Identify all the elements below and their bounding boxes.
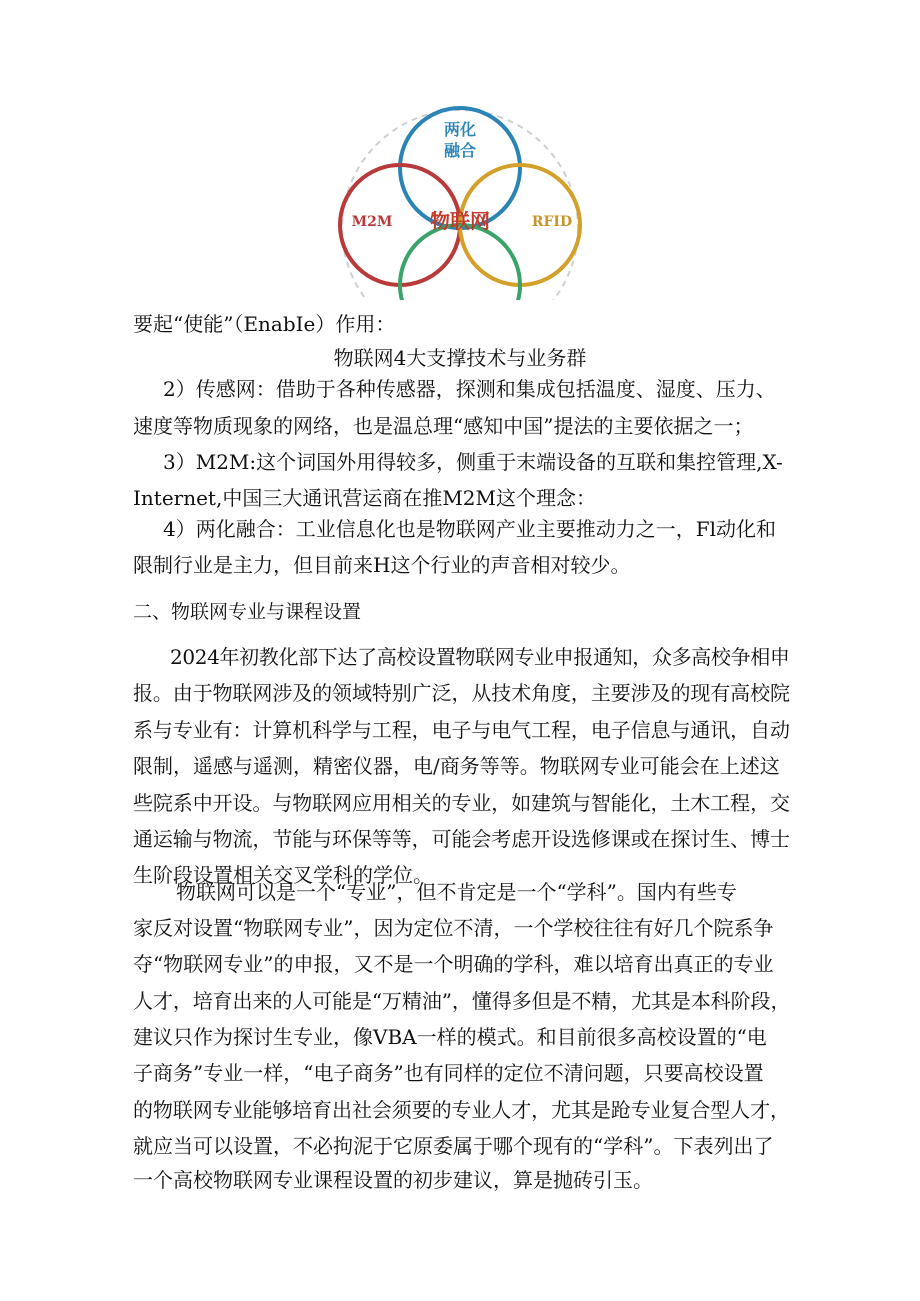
paragraph-line: 些院系中开设。与物联网应用相关的专业，如建筑与智能化，土木工程，交 <box>133 791 790 815</box>
item-line: 速度等物质现象的网络，也是温总理“感知中国”提法的主要依据之一； <box>133 414 754 438</box>
intro-line: 要起“使能”（EnabIe）作用： <box>133 312 396 336</box>
paragraph-line: 生阶段设置相关交叉学科的学位。 <box>133 863 433 887</box>
section-heading: 二、物联网专业与课程设置 <box>133 601 362 623</box>
paragraph-line: 建议只作为探讨生专业，像VBA一样的模式。和目前很多高校设置的“电 <box>133 1025 767 1049</box>
label-top-line1: 两化 <box>443 120 477 139</box>
label-right: RFID <box>531 214 573 230</box>
item-line: Internet,中国三大通讯营运商在推M2M这个理念： <box>133 486 597 510</box>
paragraph-line: 就应当可以设置，不必拘泥于它原委属于哪个现有的“学科”。下表列出了 <box>133 1134 774 1158</box>
paragraph-line: 限制，遥感与遥测，精密仪器，电/商务等等。物联网专业可能会在上述这 <box>133 754 780 778</box>
iot-diagram-figure <box>330 100 590 305</box>
paragraph-line: 2024年初教化部下达了高校设置物联网专业申报通知，众多高校争相申 <box>170 645 790 669</box>
paragraph-line: 报。由于物联网涉及的领域特别广泛，从技术角度，主要涉及的现有高校院 <box>133 681 790 705</box>
paragraph-line: 通运输与物流，节能与环保等等，可能会考虑开设选修课或在探讨生、博士 <box>133 827 790 851</box>
paragraph-line: 人才，培育出来的人可能是“万精油”，懂得多但是不精，尤其是本科阶段， <box>133 989 791 1013</box>
figure-caption: 物联网4大支撑技术与业务群 <box>333 346 587 370</box>
paragraph-line: 物联网可以是一个“专业”，但不肯定是一个“学科”。国内有些专 <box>176 880 737 904</box>
item-line: 4）两化融合：工业信息化也是物联网产业主要推动力之一，Fl动化和 <box>163 517 776 541</box>
label-left: M2M <box>351 214 393 230</box>
paragraph-line: 夺“物联网专业”的申报，又不是一个明确的学科，难以培育出真正的专业 <box>133 952 774 976</box>
label-top-line2: 融合 <box>443 141 477 160</box>
item-line: 限制行业是主力，但目前来H这个行业的声音相对较少。 <box>133 553 631 577</box>
label-center: 物联网 <box>430 209 490 233</box>
outer-dashed-ring <box>342 110 578 305</box>
item-line: 3）M2M:这个词国外用得较多，侧重于末端设备的互联和集控管理,X- <box>163 450 783 474</box>
iot-diagram <box>330 100 590 305</box>
paragraph-line: 一个高校物联网专业课程设置的初步建议，算是抛砖引玉。 <box>133 1168 653 1192</box>
paragraph-line: 家反对设置“物联网专业”，因为定位不清，一个学校往往有好几个院系争 <box>133 916 774 940</box>
paragraph-line: 系与专业有：计算机科学与工程，电子与电气工程，电子信息与通讯，自动 <box>133 718 790 742</box>
paragraph-line: 子商务”专业一样，“电子商务”也有同样的定位不清问题，只要高校设置 <box>133 1061 764 1085</box>
item-line: 2）传感网：借助于各种传感器，探测和集成包括温度、湿度、压力、 <box>163 377 776 401</box>
paragraph-line: 的物联网专业能够培育出社会须要的专业人才，尤其是跄专业复合型人才， <box>133 1098 790 1122</box>
